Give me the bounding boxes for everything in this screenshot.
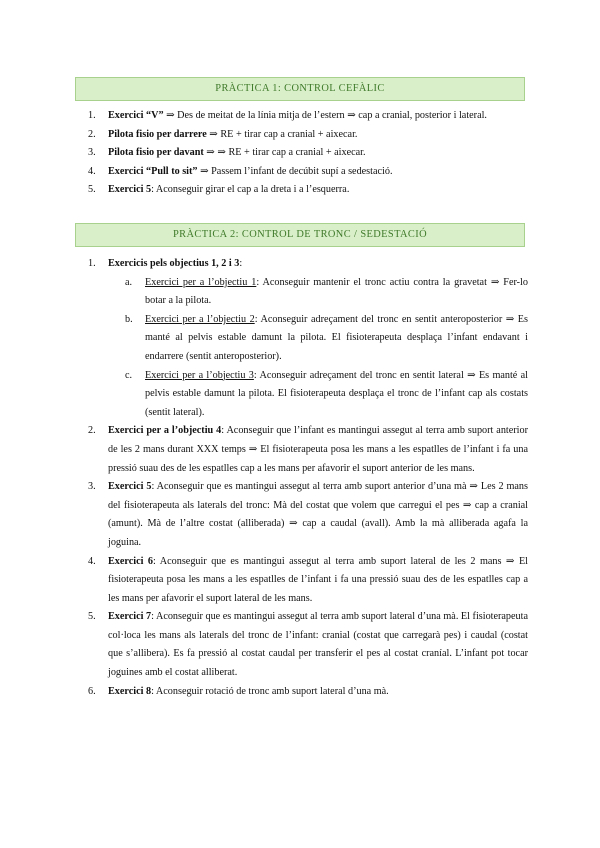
list-item [88,478,528,552]
sublist-item [125,311,528,367]
item-number: 1. [88,258,96,269]
practice-1-exercise-list [88,107,528,200]
list-item [88,608,528,682]
subitem-label: Exercici per a l’objectiu 3 [145,369,254,381]
item-number: 1. [88,110,96,121]
exercise-label: Exercici 8 [108,685,152,697]
practice-1-title-banner [75,77,525,101]
subitem-label: Exercici per a l’objectiu 2 [145,313,255,325]
item-number: 6. [88,685,96,697]
exercise-text: : Aconseguir que es mantingui assegut al terra amb suport lateral d’una mà. El fisioterapeuta col·loca les mans als laterals del tronc de l’infant: cranial (costat que carregarà pes) i caudal (costat que s’allibera). Es fa pressió al costat caudal per transferir el pes al costat craníal. L’infant pot tocar joguines amb el costat alliberat. [108,611,528,679]
item-number: 5. [88,184,96,196]
exercise-label: Exercicis pels objectius 1, 2 i 3 [108,258,240,269]
list-item [88,422,528,478]
exercise-label: Exercici 7 [108,611,152,623]
practice-1-title: PRÀCTICA 1: CONTROL CEFÀLIC [215,82,385,94]
practice-2-title: PRÀCTICA 2: CONTROL DE TRONC / SEDESTACIÓ [173,228,427,240]
subitem-label: Exercici per a l’objectiu 1 [145,276,257,288]
exercise-label: Exercici per a l’objectiu 4 [108,425,222,437]
exercise-text: ⇒ RE + tirar cap a cranial + aixecar. [206,128,358,140]
exercise-label: Exercici “Pull to sit” [108,165,198,177]
list-item [88,553,528,609]
exercise-text: : Aconseguir que es mantingui assegut al terra amb suport lateral de les 2 mans ⇒ El fisioterapeuta posa les mans a les espatlles de l’infant i fa una pressió suau des de les espatlles cap a les mans per afavorir el suport lateral de les mans. [108,555,528,604]
exercise-label: Exercici 5 [108,184,152,196]
item-number: 2. [88,128,96,140]
exercise-label: Pilota fisio per davant [108,147,204,159]
item-number: 4. [88,165,96,177]
list-item [88,255,528,422]
list-item [88,144,528,163]
exercise-label: Exercici 5 [108,481,152,493]
sublist-item [125,274,528,311]
subitem-letter: a. [125,276,133,288]
exercise-text: ⇒ Passem l’infant de decúbit supí a sedestació. [197,165,393,177]
exercise-text: : [239,258,243,269]
exercise-text: : Aconseguir que l’infant es mantingui assegut al terra amb suport anterior de les 2 mans durant XXX temps ⇒ El fisioterapeuta posa les mans a les espatlles de l’infant i fa una pressió suau des de les espatlles cap a les mans per afavorir el suport anterior de les mans. [108,425,528,474]
exercise-text: ⇒ Des de meitat de la línia mitja de l’estern ⇒ cap a cranial, posterior i lateral. [163,110,487,121]
list-item [88,107,528,126]
exercise-text: ⇒ ⇒ RE + tirar cap a cranial + aixecar. [203,147,366,159]
list-item [88,683,528,702]
subitem-letter: c. [125,369,133,381]
subitem-text: : Aconseguir adreçament del tronc en sentit anteroposterior ⇒ Es manté al pelvis estable damunt la pilota. El fisioterapeuta desplaça l’infant endavant i endarrere (sentit anteroposterior). [145,313,528,362]
sublist-item [125,367,528,423]
exercise-label: Exercici 6 [108,555,154,567]
practice-2-exercise-list [88,255,528,701]
item-number: 4. [88,555,96,567]
subitem-text: : Aconseguir adreçament del tronc en sentit lateral ⇒ Es manté al pelvis estable damunt la pilota. El fisioterapeuta desplaça el tronc de l’infant cap als costats (sentit lateral). [145,369,529,418]
item-number: 3. [88,481,96,493]
exercise-text: : Aconseguir girar el cap a la dreta i a l’esquerra. [151,184,350,196]
subitem-letter: b. [125,313,133,325]
exercise-label: Exercici “V” [108,110,164,121]
exercise-label: Pilota fisio per darrere [108,128,207,140]
list-item [88,126,528,145]
list-item [88,181,528,200]
item-number: 2. [88,425,96,437]
subitem-text: : Aconseguir mantenir el tronc actiu contra la gravetat ⇒ Fer-lo botar a la pilota. [145,276,528,307]
exercise-text: : Aconseguir que es mantingui assegut al terra amb suport anterior d’una mà ⇒ Les 2 mans del fisioterapeuta als laterals del tronc: Mà del costat que volem que carregui el pes ⇒ cap a cranial (amunt). Mà de l’altre costat (alliberada) ⇒ cap a caudal (avall). Amb la mà alliberada agafa la joguina. [108,481,528,548]
exercise-text: : Aconseguir rotació de tronc amb suport lateral d’una mà. [151,685,389,697]
item-number: 3. [88,147,96,159]
practice-2-title-banner [75,223,525,247]
item-number: 5. [88,611,96,623]
list-item [88,163,528,182]
objective-sublist [125,274,528,423]
